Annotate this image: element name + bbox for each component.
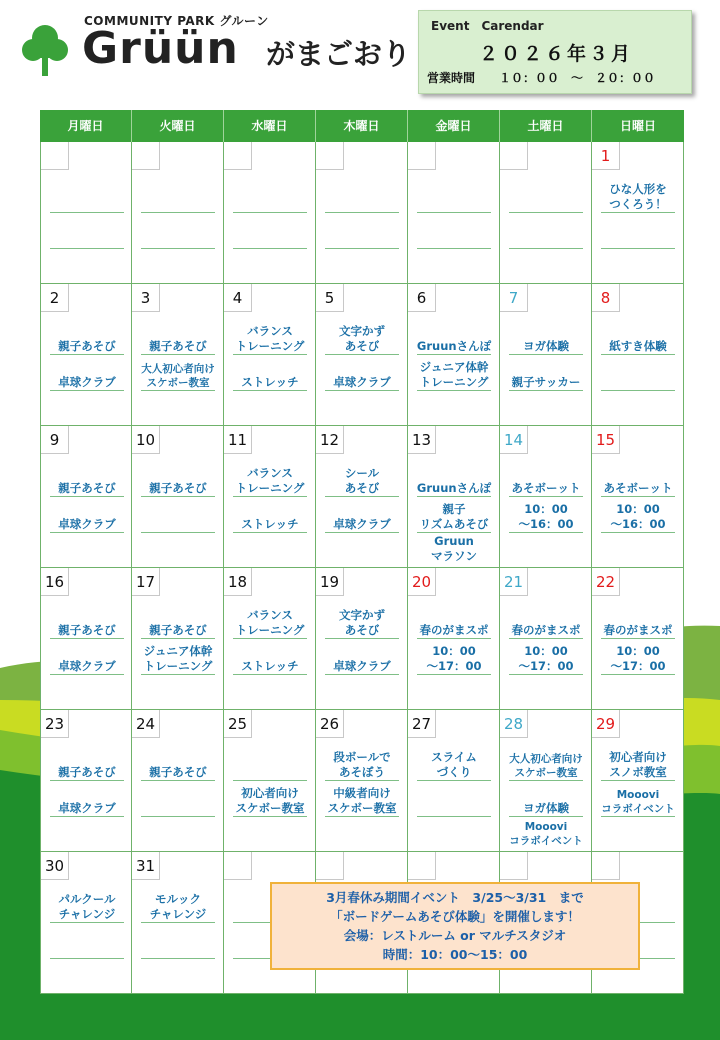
event-slot <box>325 456 399 497</box>
event-slot <box>509 534 583 564</box>
event-slot <box>141 456 215 497</box>
day-number: 24 <box>132 710 160 738</box>
calendar-day[interactable] <box>500 284 592 426</box>
event-slot <box>233 818 307 848</box>
event-label: 親子あそび <box>58 339 116 353</box>
day-number <box>316 142 344 170</box>
event-slot <box>233 392 307 422</box>
event-slot <box>50 882 124 923</box>
event-slot <box>417 782 491 817</box>
event-label: 卓球クラブ <box>58 517 116 531</box>
day-number: 25 <box>224 710 252 738</box>
notice-line: 時間：10：00～15：00 <box>382 947 528 962</box>
day-number: 8 <box>592 284 620 312</box>
event-slot <box>50 640 124 675</box>
event-slot <box>141 392 215 422</box>
event-label: Gruun マラソン <box>431 534 477 563</box>
calendar-day[interactable] <box>132 710 224 852</box>
day-number: 2 <box>41 284 69 312</box>
event-slot <box>141 172 215 213</box>
calendar-week <box>40 142 684 284</box>
event-label: ジュニア体幹 トレーニング <box>143 644 213 673</box>
notice-line: 会場：レストルーム or マルチスタジオ <box>343 928 567 943</box>
event-slot <box>50 676 124 706</box>
day-number <box>592 852 620 880</box>
day-number <box>316 852 344 880</box>
event-slot <box>141 818 215 848</box>
event-slot <box>417 214 491 249</box>
event-slot <box>233 214 307 249</box>
calendar-day[interactable] <box>500 426 592 568</box>
calendar-day[interactable] <box>40 284 132 426</box>
event-slot <box>601 534 675 564</box>
calendar-week <box>40 284 684 426</box>
event-slot <box>233 456 307 497</box>
calendar-week <box>40 710 684 852</box>
event-label: 文字かず あそび <box>339 324 385 353</box>
event-label: ジュニア体幹 トレーニング <box>419 360 489 389</box>
event-label: 卓球クラブ <box>58 375 116 389</box>
event-slot <box>417 534 491 564</box>
event-slot <box>233 676 307 706</box>
event-slot <box>601 818 675 848</box>
event-slot <box>417 172 491 213</box>
event-slot <box>601 740 675 781</box>
event-slot <box>141 534 215 564</box>
notice-line: 「ボードゲームあそび体験」を開催します！ <box>330 909 580 924</box>
event-label: 卓球クラブ <box>58 801 116 815</box>
event-slot <box>509 598 583 639</box>
calendar-month: ２０２６年３月 <box>478 43 633 65</box>
event-label: 卓球クラブ <box>333 517 391 531</box>
event-calendar <box>40 110 684 994</box>
event-slot <box>325 214 399 249</box>
weekday-label: 水曜日 <box>224 110 316 142</box>
event-label: Gruunさんぽ <box>416 481 492 495</box>
calendar-day[interactable] <box>132 142 224 284</box>
event-slot <box>50 818 124 848</box>
event-slot <box>233 534 307 564</box>
calendar-day[interactable] <box>40 710 132 852</box>
event-slot <box>417 676 491 706</box>
calendar-day[interactable] <box>408 142 500 284</box>
day-number: 1 <box>592 142 620 170</box>
event-calendar-label: Event Carendar <box>431 19 544 33</box>
weekday-label: 月曜日 <box>40 110 132 142</box>
day-number: 13 <box>408 426 436 454</box>
event-label: 大人初心者向け スケボー教室 <box>509 753 583 779</box>
event-slot <box>509 250 583 280</box>
event-label: Mooovi コラボイベント <box>509 821 583 847</box>
event-slot <box>50 392 124 422</box>
calendar-day[interactable] <box>316 426 408 568</box>
calendar-day[interactable] <box>592 426 684 568</box>
event-label: Mooovi コラボイベント <box>601 789 675 815</box>
day-number: 31 <box>132 852 160 880</box>
day-number: 12 <box>316 426 344 454</box>
event-label: あそボーット <box>511 481 581 495</box>
event-label: 10：00 ～16：00 <box>610 502 666 531</box>
event-slot <box>50 924 124 959</box>
event-label: 初心者向け スノボ教室 <box>609 750 667 779</box>
event-slot <box>601 782 675 817</box>
calendar-day[interactable] <box>224 284 316 426</box>
event-label: あそボーット <box>603 481 673 495</box>
brand-name: Grüün <box>82 23 239 74</box>
day-number: 19 <box>316 568 344 596</box>
weekday-label: 土曜日 <box>500 110 592 142</box>
event-slot <box>509 740 583 781</box>
event-slot <box>233 640 307 675</box>
event-slot <box>233 250 307 280</box>
event-slot <box>50 960 124 990</box>
calendar-day[interactable] <box>224 426 316 568</box>
event-slot <box>325 392 399 422</box>
calendar-day[interactable] <box>592 568 684 710</box>
event-slot <box>141 356 215 391</box>
event-slot <box>417 598 491 639</box>
page-header <box>0 0 720 110</box>
calendar-day[interactable] <box>408 284 500 426</box>
event-slot <box>417 314 491 355</box>
event-label: 紙すき体験 <box>609 339 667 353</box>
notice-line: 3月春休み期間イベント 3/25～3/31 まで <box>326 890 584 905</box>
event-slot <box>601 598 675 639</box>
event-slot <box>325 356 399 391</box>
event-label: モルック チャレンジ <box>149 892 207 921</box>
event-label: ひな人形を つくろう！ <box>609 182 667 211</box>
day-number: 27 <box>408 710 436 738</box>
event-slot <box>141 960 215 990</box>
event-label: Gruunさんぽ <box>416 339 492 353</box>
event-label: スライム づくり <box>431 750 477 779</box>
event-label: バランス トレーニング <box>235 608 305 637</box>
event-slot <box>601 640 675 675</box>
calendar-day[interactable] <box>408 426 500 568</box>
day-number: 20 <box>408 568 436 596</box>
event-slot <box>325 598 399 639</box>
calendar-day[interactable] <box>224 568 316 710</box>
event-label: ストレッチ <box>241 375 299 389</box>
calendar-day[interactable] <box>408 710 500 852</box>
event-label: シール あそび <box>344 466 380 495</box>
day-number: 21 <box>500 568 528 596</box>
calendar-day[interactable] <box>132 852 224 994</box>
day-number <box>41 142 69 170</box>
calendar-day[interactable] <box>316 142 408 284</box>
day-number: 9 <box>41 426 69 454</box>
event-slot <box>50 740 124 781</box>
event-label: 親子あそび <box>58 765 116 779</box>
event-slot <box>509 640 583 675</box>
calendar-weeks <box>40 142 684 994</box>
event-label: ストレッチ <box>241 659 299 673</box>
day-number <box>224 142 252 170</box>
event-slot <box>601 356 675 391</box>
event-label: 春のがまスポ <box>419 623 489 637</box>
event-slot <box>601 456 675 497</box>
day-number: 14 <box>500 426 528 454</box>
event-slot <box>233 356 307 391</box>
event-label: 親子あそび <box>149 339 207 353</box>
event-slot <box>325 498 399 533</box>
calendar-day[interactable] <box>408 568 500 710</box>
event-slot <box>417 392 491 422</box>
event-slot <box>417 740 491 781</box>
weekday-label: 木曜日 <box>316 110 408 142</box>
calendar-day[interactable] <box>316 568 408 710</box>
calendar-day[interactable] <box>592 142 684 284</box>
calendar-day[interactable] <box>132 284 224 426</box>
event-label: 親子あそび <box>58 623 116 637</box>
day-number: 6 <box>408 284 436 312</box>
event-label: ヨガ体験 <box>523 801 569 815</box>
event-slot <box>509 498 583 533</box>
day-number: 4 <box>224 284 252 312</box>
event-slot <box>601 392 675 422</box>
event-slot <box>601 314 675 355</box>
event-slot <box>601 498 675 533</box>
event-slot <box>325 250 399 280</box>
event-label: 10：00 ～17：00 <box>610 644 666 673</box>
day-number: 18 <box>224 568 252 596</box>
event-label: 10：00 ～17：00 <box>518 644 574 673</box>
event-slot <box>50 498 124 533</box>
event-slot <box>50 214 124 249</box>
event-slot <box>50 314 124 355</box>
tree-logo-icon <box>22 22 68 78</box>
day-number <box>500 852 528 880</box>
event-label: 初心者向け スケボー教室 <box>235 786 305 815</box>
event-label: 親子あそび <box>149 481 207 495</box>
event-label: 春のがまスポ <box>603 623 673 637</box>
event-label: ストレッチ <box>241 517 299 531</box>
event-slot <box>509 676 583 706</box>
event-slot <box>233 740 307 781</box>
calendar-day[interactable] <box>500 142 592 284</box>
brand-tagline: COMMUNITY PARK グルーン <box>84 14 269 28</box>
event-label: 大人初心者向け スケボー教室 <box>141 363 215 389</box>
event-label: 親子あそび <box>149 765 207 779</box>
calendar-day[interactable] <box>316 710 408 852</box>
event-slot <box>417 250 491 280</box>
event-info-box <box>418 10 692 94</box>
weekday-header <box>40 110 684 142</box>
event-slot <box>50 534 124 564</box>
event-label: 中級者向け スケボー教室 <box>327 786 397 815</box>
event-slot <box>141 740 215 781</box>
calendar-day[interactable] <box>592 710 684 852</box>
event-slot <box>50 356 124 391</box>
calendar-week <box>40 568 684 710</box>
day-number: 5 <box>316 284 344 312</box>
event-slot <box>417 640 491 675</box>
calendar-day[interactable] <box>132 426 224 568</box>
business-hours: 営業時間 １０：００ ～ ２０：００ <box>427 71 656 85</box>
spring-break-notice <box>270 882 640 970</box>
day-number <box>224 852 252 880</box>
event-slot <box>509 456 583 497</box>
weekday-label: 日曜日 <box>619 119 656 133</box>
calendar-day[interactable] <box>40 852 132 994</box>
event-slot <box>233 172 307 213</box>
event-slot <box>325 740 399 781</box>
event-label: バランス トレーニング <box>235 324 305 353</box>
event-label: 親子サッカー <box>511 375 581 389</box>
event-slot <box>141 676 215 706</box>
event-slot <box>233 598 307 639</box>
event-slot <box>233 498 307 533</box>
weekday-label: 金曜日 <box>408 110 500 142</box>
event-slot <box>141 250 215 280</box>
brand-location: がまごおり <box>266 37 412 71</box>
event-label: 10：00 ～16：00 <box>518 502 574 531</box>
event-slot <box>233 782 307 817</box>
event-slot <box>601 214 675 249</box>
event-label: バランス トレーニング <box>235 466 305 495</box>
calendar-day[interactable] <box>500 568 592 710</box>
weekday-label: 火曜日 <box>132 110 224 142</box>
event-slot <box>325 676 399 706</box>
day-number <box>408 142 436 170</box>
calendar-day[interactable] <box>224 142 316 284</box>
event-label: 卓球クラブ <box>58 659 116 673</box>
day-number: 22 <box>592 568 620 596</box>
event-slot <box>417 498 491 533</box>
event-slot <box>509 172 583 213</box>
event-label: ヨガ体験 <box>523 339 569 353</box>
event-slot <box>509 356 583 391</box>
event-slot <box>141 640 215 675</box>
event-label: パルクール チャレンジ <box>58 892 116 921</box>
event-slot <box>325 314 399 355</box>
day-number: 7 <box>500 284 528 312</box>
event-slot <box>601 172 675 213</box>
event-label: 親子あそび <box>58 481 116 495</box>
event-slot <box>509 214 583 249</box>
day-number: 26 <box>316 710 344 738</box>
event-label: 親子あそび <box>149 623 207 637</box>
event-label: 段ボールで あそぼう <box>333 750 391 779</box>
event-slot <box>141 924 215 959</box>
calendar-day[interactable] <box>316 284 408 426</box>
event-slot <box>50 456 124 497</box>
event-label: 文字かず あそび <box>339 608 385 637</box>
event-slot <box>50 250 124 280</box>
event-slot <box>509 782 583 817</box>
event-slot <box>601 250 675 280</box>
day-number: 30 <box>41 852 69 880</box>
day-number <box>500 142 528 170</box>
event-slot <box>141 214 215 249</box>
event-slot <box>141 314 215 355</box>
event-slot <box>50 782 124 817</box>
event-slot <box>233 314 307 355</box>
day-number: 23 <box>41 710 69 738</box>
event-label: 卓球クラブ <box>333 375 391 389</box>
event-slot <box>141 598 215 639</box>
calendar-day[interactable] <box>40 568 132 710</box>
day-number: 28 <box>500 710 528 738</box>
calendar-week <box>40 426 684 568</box>
event-slot <box>325 534 399 564</box>
event-slot <box>509 392 583 422</box>
day-number: 29 <box>592 710 620 738</box>
calendar-day[interactable] <box>592 284 684 426</box>
day-number: 10 <box>132 426 160 454</box>
event-slot <box>417 356 491 391</box>
calendar-day[interactable] <box>224 710 316 852</box>
calendar-day[interactable] <box>40 142 132 284</box>
event-slot <box>509 818 583 848</box>
event-label: 10：00 ～17：00 <box>426 644 482 673</box>
event-slot <box>141 882 215 923</box>
event-slot <box>141 782 215 817</box>
day-number: 17 <box>132 568 160 596</box>
calendar-day[interactable] <box>132 568 224 710</box>
event-slot <box>325 782 399 817</box>
calendar-day[interactable] <box>500 710 592 852</box>
event-slot <box>325 640 399 675</box>
event-label: 親子 リズムあそび <box>419 502 489 531</box>
event-slot <box>509 314 583 355</box>
event-slot <box>417 818 491 848</box>
event-slot <box>141 498 215 533</box>
event-slot <box>50 172 124 213</box>
event-slot <box>50 598 124 639</box>
event-label: 春のがまスポ <box>511 623 581 637</box>
day-number: 11 <box>224 426 252 454</box>
day-number: 15 <box>592 426 620 454</box>
event-slot <box>325 818 399 848</box>
day-number <box>132 142 160 170</box>
day-number: 3 <box>132 284 160 312</box>
event-slot <box>417 456 491 497</box>
day-number <box>408 852 436 880</box>
event-slot <box>601 676 675 706</box>
event-slot <box>325 172 399 213</box>
day-number: 16 <box>41 568 69 596</box>
event-label: 卓球クラブ <box>333 659 391 673</box>
calendar-day[interactable] <box>40 426 132 568</box>
